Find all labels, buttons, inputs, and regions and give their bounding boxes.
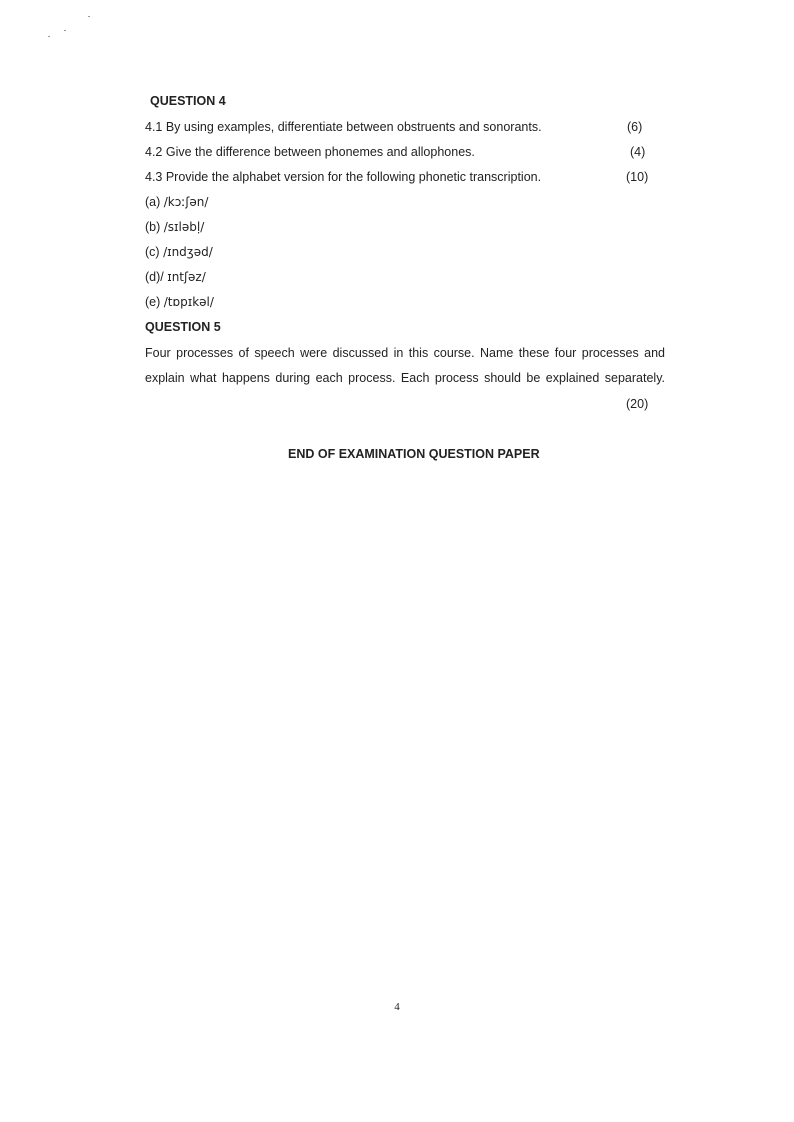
question-4-1-text: 4.1 By using examples, differentiate between obstruents and sonorants.: [145, 120, 542, 134]
question-4-3-marks: (10): [626, 170, 649, 184]
transcription-label: (c): [145, 245, 160, 259]
question-4-2-marks: (4): [630, 145, 646, 159]
scan-speck: [48, 36, 50, 37]
question-5-heading: QUESTION 5: [145, 320, 221, 334]
question-4-3-text: 4.3 Provide the alphabet version for the following phonetic transcription.: [145, 170, 542, 184]
transcription-e: [145, 294, 214, 310]
transcription-ipa: /kɔːʃən/: [163, 195, 209, 209]
question-4-2-text: 4.2 Give the difference between phonemes and allophones.: [145, 145, 475, 159]
scan-speck: [64, 30, 66, 31]
transcription-ipa: ɪntʃəz/: [167, 270, 206, 284]
transcription-c: [145, 244, 213, 260]
question-5-line-1: Four processes of speech were discussed in this course. Name these four processes and: [145, 346, 665, 360]
question-4-1-marks: (6): [627, 120, 643, 134]
transcription-label: (a): [145, 195, 161, 209]
transcription-ipa: /tɒpɪkəl/: [163, 295, 214, 309]
transcription-ipa: /sɪləbḷ/: [163, 220, 205, 234]
question-4-heading: QUESTION 4: [150, 94, 226, 108]
page-number: 4: [394, 1001, 400, 1013]
transcription-b: [145, 219, 204, 235]
scan-speck: [88, 16, 90, 17]
transcription-a: [145, 194, 208, 210]
end-of-paper-text: END OF EXAMINATION QUESTION PAPER: [288, 447, 540, 461]
transcription-ipa: /ɪndʒəd/: [163, 245, 213, 259]
transcription-label: (b): [145, 220, 161, 234]
question-5-marks: (20): [626, 397, 649, 411]
transcription-label: (e): [145, 295, 161, 309]
transcription-label: (d)/: [145, 270, 164, 284]
transcription-d: [145, 269, 206, 285]
question-5-line-2: explain what happens during each process. Each process should be explained separately.: [145, 371, 665, 385]
